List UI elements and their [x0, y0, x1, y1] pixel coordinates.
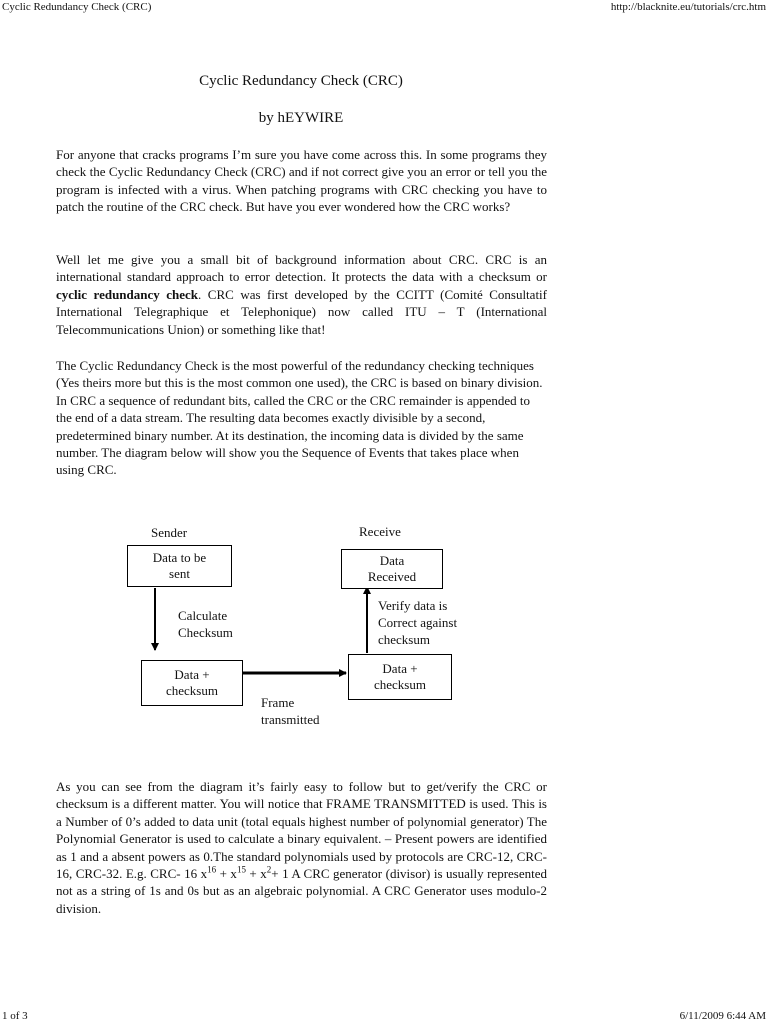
- print-footer-page: 1 of 3: [2, 1010, 28, 1022]
- paragraph-polynomial-part-d: + 1 A CRC generator (divisor) is usually represented not as a string of 1s and 0s but as an algebraic polynomial. A CRC Generator uses modulo-2 division.: [56, 866, 548, 916]
- exponent-2: 2: [266, 864, 272, 875]
- paragraph-background: [56, 251, 547, 338]
- print-header-title: Cyclic Redundancy Check (CRC): [2, 1, 152, 13]
- document-byline: by hEYWIRE: [258, 110, 344, 126]
- receive-label: Receive: [359, 524, 401, 539]
- box-data-to-be-sent-line1: Data to be: [152, 550, 207, 565]
- box-data-received: [341, 549, 443, 589]
- box-data-received-line1: Data: [379, 553, 405, 568]
- box-sender-line2: checksum: [166, 683, 218, 698]
- box-receiver-line2: checksum: [374, 677, 426, 692]
- frame-transmitted-label: [261, 694, 320, 728]
- verify-data-line1: Verify data is: [378, 598, 448, 613]
- paragraph-background-part-a: Well let me give you a small bit of background information about CRC. CRC is an international standard approach to error detection. It protects the data with a checksum or: [56, 252, 547, 285]
- print-footer-datetime: 6/11/2009 6:44 AM: [679, 1010, 766, 1022]
- box-sender-line1: Data +: [174, 667, 210, 682]
- box-receiver-data-checksum: [348, 654, 452, 700]
- verify-data-line3: checksum: [378, 632, 430, 647]
- box-receiver-line1: Data +: [382, 661, 418, 676]
- exponent-16: 16: [207, 864, 217, 875]
- paragraph-polynomial-part-c: + x: [245, 866, 267, 882]
- paragraph-polynomial-part-b: + x: [216, 866, 237, 882]
- verify-data-label: [378, 597, 457, 648]
- frame-transmitted-line2: transmitted: [261, 712, 320, 727]
- paragraph-polynomial-part-a: As you can see from the diagram it’s fairly easy to follow but to get/verify the CRC or checksum is a different matter. You will notice that FRAME TRANSMITTED is used. This is a Number of 0’s added to data unit (total equals highest number of polynomial generator) The Polynomial Generator is used to calculate a binary equivalent. – Present powers are identified as 1 and a absent powers as 0.The standard polynomials used by protocols are CRC-12, CRC-16, CRC-32. E.g. CRC- 16 x: [56, 779, 547, 882]
- calculate-checksum-line1: Calculate: [178, 608, 228, 623]
- exponent-15: 15: [236, 864, 246, 875]
- print-header-url: http://blacknite.eu/tutorials/crc.htm: [610, 1, 766, 13]
- document-title: Cyclic Redundancy Check (CRC): [199, 73, 403, 89]
- paragraph-polynomial: [56, 778, 547, 917]
- frame-transmitted-line1: Frame: [261, 695, 295, 710]
- sender-label: Sender: [151, 525, 188, 540]
- verify-data-line2: Correct against: [378, 615, 458, 630]
- calculate-checksum-line2: Checksum: [178, 625, 233, 640]
- paragraph-intro: For anyone that cracks programs I’m sure you have come across this. In some programs they check the Cyclic Redundancy Check (CRC) and if not correct give you an error or tell you the program is infected with a virus. When patching programs with CRC checking you have to patch the routine of the CRC check. But have you ever wondered how the CRC works?: [56, 147, 547, 215]
- box-data-to-be-sent-line2: sent: [169, 566, 190, 581]
- box-data-received-line2: Received: [367, 569, 417, 584]
- paragraph-crc-explanation: The Cyclic Redundancy Check is the most powerful of the redundancy checking techniques (Yes theirs more but this is the most common one used), the CRC is based on binary division. In CRC a sequence of redundant bits, called the CRC or the CRC remainder is appended to the end of a data stream. The resulting data becomes exactly divisible by a second, predetermined binary number. At its destination, the incoming data is divided by the same number. The diagram below will show you the Sequence of Events that takes place when using CRC.: [56, 358, 543, 478]
- calculate-checksum-label: [178, 607, 233, 641]
- box-sender-data-checksum: [141, 660, 243, 706]
- paragraph-background-part-b: . CRC was first developed by the CCITT (Comité Consultatif International Telegraphique et Telephonique) now called ITU – T (International Telecommunications Union) or something like that!: [56, 286, 547, 337]
- box-data-to-be-sent: [127, 545, 232, 587]
- crc-sequence-diagram: [120, 515, 500, 740]
- paragraph-background-bold: cyclic redundancy check: [56, 286, 199, 302]
